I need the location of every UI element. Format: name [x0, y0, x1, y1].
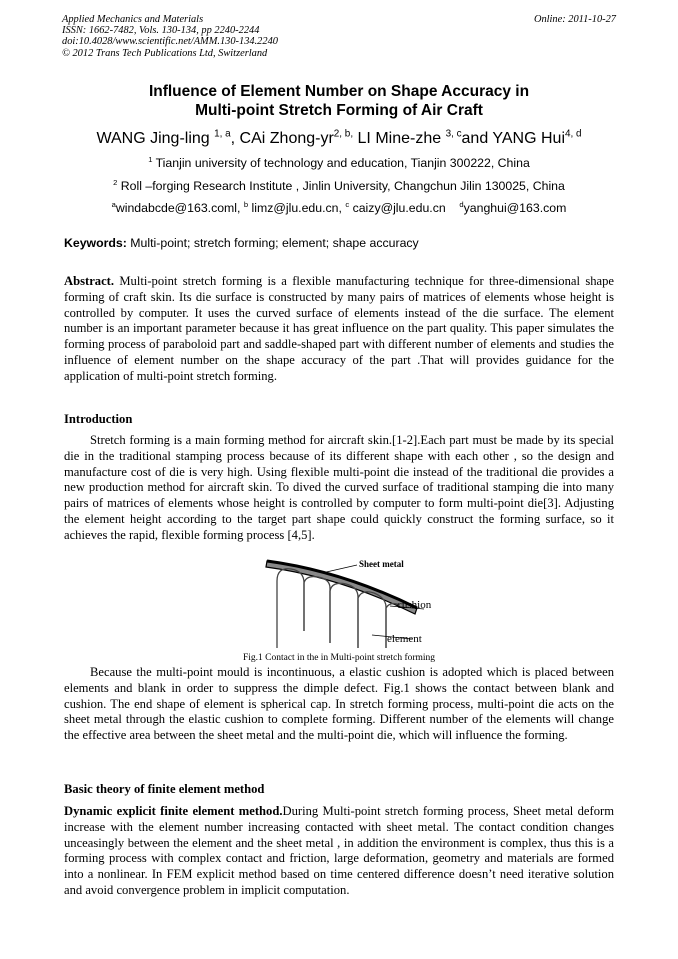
abstract-text: Multi-point stretch forming is a flexible manufacturing technique for three-dimensional shape forming of craft skin. Its die surface is constructed by many pairs of matrices of elements whose height is controlled by computer. It uses the curved surface of elements instead of the die surface. The element number is an important parameter because it has great influence on the part quality. This paper simulates the forming process of paraboloid part and saddle-shaped part with different number of elements and studies the influence of element number on the shape accuracy of the part .That will provides guidance for the application of multi-point stretch forming.: [64, 274, 614, 383]
authors: [0, 130, 678, 148]
author-sup: 3, c: [445, 128, 462, 140]
intro-paragraph-1: Stretch forming is a main forming method for aircraft skin.[1-2].Each part must be made by its special die in the traditional stamping process because of its different shape with each other , so the design and manufacture cost of die is very high. Using flexible multi-point die instead of the traditional die provides a new production method for aircraft skin. To dived the curved surface of traditional stamping die into many pairs of matrices of elements whose height is controlled by computer to form multi-point die[3]. Adjusting the element height according to the target part shape could quickly construct the forming surface, so it achieves the rapid, flexible forming process [4,5].: [64, 433, 614, 542]
keywords-label: Keywords:: [64, 236, 127, 250]
subsection-text: During Multi-point stretch forming process, Sheet metal deform increase with the element number increasing contacted with sheet metal. The contact condition changes unceasingly between the element and the sheet metal , in addition the environment is complex, thus this is a forming process with complex contact and friction, large deformation, geometry and materials are formed into a nonlinear. In FEM explicit method based on time centered difference doesn’t need iterative solution and avoid convergence problem in implicit computation.: [64, 804, 615, 897]
keywords: [64, 236, 419, 250]
aff-text: Tianjin university of technology and education, Tianjin 300222, China: [152, 156, 530, 170]
title-line-2: Multi-point Stretch Forming of Air Craft: [195, 102, 483, 119]
doi: doi:10.4028/www.scientific.net/AMM.130-134.2240: [62, 36, 278, 48]
intro-heading: Introduction: [64, 412, 133, 426]
aff-sup: 1: [148, 154, 153, 164]
affiliation-2: [0, 179, 678, 193]
copyright: © 2012 Trans Tech Publications Ltd, Switzerland: [62, 47, 268, 59]
author-name: and YANG Hui: [461, 130, 565, 147]
author-sup: 4, d: [565, 128, 582, 140]
email-sup: c: [345, 199, 350, 209]
abstract-label: Abstract.: [64, 274, 115, 288]
email-sup: a: [111, 199, 116, 209]
keywords-text: Multi-point; stretch forming; element; shape accuracy: [126, 236, 419, 250]
email-sup: d: [459, 199, 464, 209]
author-name: WANG Jing-ling: [96, 130, 215, 147]
title-line-1: Influence of Element Number on Shape Accuracy in: [148, 83, 530, 100]
emails: [0, 201, 678, 215]
label-cushion: cushion: [397, 599, 432, 611]
intro-paragraph-2: Because the multi-point mould is incontinuous, a elastic cushion is adopted which is placed between elements and blank in order to suppress the dimple defect. Fig.1 shows the contact between blank and cushion. The end shape of element is spherical cap. In stretch forming process, multi-point die acts on the sheet metal through the elastic cushion to complete forming. Different number of the elements will change the effective area between the sheet metal and the multi-point die, which will influence the forming.: [64, 665, 614, 743]
figure-1: [262, 553, 442, 651]
email: caizy@jlu.edu.cn: [349, 201, 460, 215]
label-sheet-metal: Sheet metal: [359, 559, 404, 569]
abstract: [64, 274, 614, 385]
basic-theory-paragraph: [64, 804, 614, 899]
journal-name: Applied Mechanics and Materials: [62, 14, 204, 25]
online-date: Online: 2011-10-27: [533, 14, 616, 25]
email: limz@jlu.edu.cn,: [248, 201, 346, 215]
email: yanghui@163.com: [463, 201, 567, 215]
aff-sup: 2: [113, 177, 118, 187]
paper-title: [0, 82, 678, 120]
journal-header: [62, 14, 278, 59]
author-sup: 2, b,: [333, 128, 354, 140]
author-name: LI Mine-zhe: [353, 130, 446, 147]
aff-text: Roll –forging Research Institute , Jinlin University, Changchun Jilin 130025, China: [117, 179, 565, 193]
email: windabcde@163.coml,: [115, 201, 244, 215]
label-element: element: [387, 633, 422, 645]
figure-caption: Fig.1 Contact in the in Multi-point stretch forming: [242, 653, 436, 663]
author-name: , CAi Zhong-yr: [230, 130, 334, 147]
author-sup: 1, a: [214, 128, 231, 140]
issn: ISSN: 1662-7482, Vols. 130-134, pp 2240-2244: [62, 25, 260, 37]
basic-theory-heading: Basic theory of finite element method: [64, 782, 265, 796]
affiliation-1: [0, 156, 678, 170]
subsection-label: Dynamic explicit finite element method.: [64, 804, 283, 818]
email-sup: b: [243, 199, 249, 209]
